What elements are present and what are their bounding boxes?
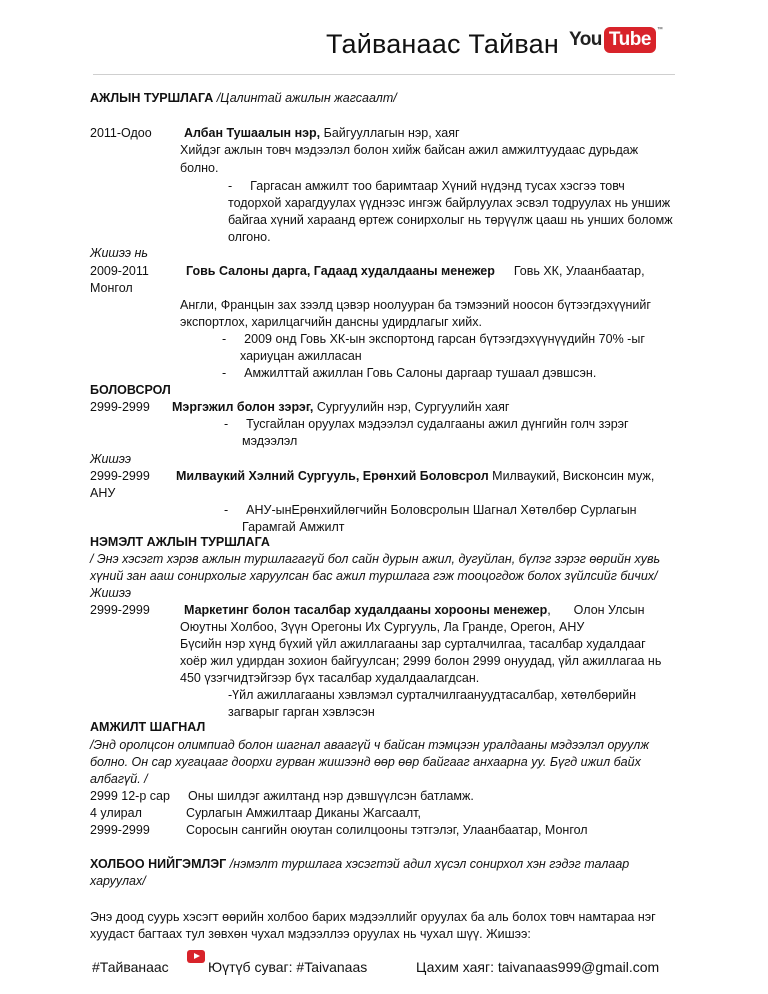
example-label: Жишээ xyxy=(90,586,132,600)
bullet-item: - Гаргасан амжилт тоо баримтаар Хүний нүдэнд тусах хэсгээ товч xyxy=(228,179,625,193)
award-text: Соросын сангийн оюутан солилцооны тэтгэлэг, Улаанбаатар, Монгол xyxy=(186,823,588,837)
entry-desc: Бүсийн нэр хүнд бүхий үйл ажиллагааны зар сурталчилгаа, тасалбар худалдааг xyxy=(180,637,646,651)
section-note: / Энэ хэсэгт хэрэв ажлын туршлагагүй бол сайн дурын ажил, дугуйлан, бүлэг зэрэг өөрийн хувь xyxy=(90,552,661,566)
footer-channel[interactable]: Юүтүб суваг: #Taivanaas xyxy=(208,959,368,975)
section-heading: БОЛОВСРОЛ xyxy=(90,383,171,397)
entry-title-line xyxy=(186,262,645,280)
entry-title-line xyxy=(176,467,654,485)
entry-desc: Англи, Францын зах зээлд цэвэр ноолууран ба тэмээний нооcон бүтээгдэхүүнийг xyxy=(180,298,651,312)
entry-desc: Хийдэг ажлын товч мэдээлэл болон хийж байсан ажил амжилтуудаас дурьдаж xyxy=(180,143,639,157)
entry-org: Говь ХК, Улаанбаатар, xyxy=(513,264,645,278)
section-note: /Цалинтай ажилын жагсаалт/ xyxy=(216,91,397,105)
award-date: 2999 12-р сар xyxy=(90,789,170,803)
footer-hashtag: #Тайванаас xyxy=(92,959,169,975)
award-text: Сурлагын Амжилтаар Диканы Жагсаалт, xyxy=(186,806,421,820)
entry-desc: болно. xyxy=(180,161,219,175)
entry-title: Маркетинг болон тасалбар худалдааны хорооны менежер xyxy=(184,603,548,617)
bullet-continuation: мэдээлэл xyxy=(242,434,298,448)
body-text: Энэ доод суурь хэсэгт өөрийн холбоо барих мэдээллийг оруулах ба аль болох товч намтараа нэг xyxy=(90,910,656,924)
award-date: 2999-2999 xyxy=(90,823,150,837)
example-label: Жишээ xyxy=(90,452,132,466)
entry-country: Монгол xyxy=(90,281,133,295)
section-note: /Энд оролцсон олимпиад болон шагнал аваагүй ч байсан тэмцээн уралдааны мэдээлэл оруулж xyxy=(90,738,649,752)
entry-title: Албан Тушаалын нэр, xyxy=(184,126,321,140)
section-note: харуулах/ xyxy=(90,874,146,888)
community-heading-line xyxy=(90,855,629,873)
entry-desc: экспортлох, харилцагчийн дансны удирдлагыг хийх. xyxy=(180,315,482,329)
header-divider xyxy=(93,74,675,75)
header xyxy=(326,24,663,64)
entry-date: 2009-2011 xyxy=(90,264,149,278)
section-heading: НЭМЭЛТ АЖЛЫН ТУРШЛАГА xyxy=(90,535,270,549)
page-title: Тайванаас Тайван xyxy=(326,28,559,59)
bullet-item: - Тусгайлан оруулах мэдээлэл судалгааны ажил дүнгийн голч зэрэг xyxy=(224,417,629,431)
bullet-continuation: хариуцан ажилласан xyxy=(240,349,362,363)
work-heading-line xyxy=(90,89,397,107)
entry-org: Милваукий, Висконсин муж, xyxy=(488,469,655,483)
entry-org: Олон Улсын xyxy=(573,603,645,617)
entry-desc: хоёр жил удирдан зохион байгуулсан; 2999 болон 2999 онуудад, үйл ажиллагаа нь xyxy=(180,654,662,668)
entry-org: Байгууллагын нэр, хаяг xyxy=(320,126,460,140)
entry-title: Мэргэжил болон зэрэг, xyxy=(172,400,314,414)
award-date: 4 улирал xyxy=(90,806,142,820)
section-heading: ХОЛБОО НИЙГЭМЛЭГ xyxy=(90,857,227,871)
entry-title-line: Маркетинг болон тасалбар худалдааны хорооны менежер, Олон Улсын xyxy=(184,603,645,617)
youtube-logo-icon: You Tube ™ xyxy=(569,27,663,53)
section-note: /нэмэлт туршлага хэсэгтэй адил хүсэл сонирхол хэн гэдэг талаар xyxy=(226,857,630,871)
bullet-item: -Үйл ажиллагааны хэвлэмэл сурталчилгаануудтасалбар, хөтөлбөрийн xyxy=(228,688,637,702)
bullet-continuation: Гарамгай Амжилт xyxy=(242,520,345,534)
entry-title: Милваукий Хэлний Сургууль, Ерөнхий Боловсрол xyxy=(176,469,489,483)
bullet-item: - АНУ-ынЕрөнхийлөгчийн Боловсролын Шагнал Хөтөлбөр Сурлагын xyxy=(224,503,637,517)
entry-date: 2011-Одоо xyxy=(90,126,152,140)
footer-email[interactable]: Цахим хаяг: taivanaas999@gmail.com xyxy=(416,959,660,975)
entry-date: 2999-2999 xyxy=(90,469,150,483)
award-text: Оны шилдэг ажилтанд нэр дэвшүүлсэн батламж. xyxy=(188,789,474,803)
section-note: болно. Он сар хугацааг доорхи гурван жишээнд өөр өөр байгааг анхаарна уу. Бүгд ижил байх xyxy=(90,755,641,769)
section-note: хүний зан ааш сонирхолыг харуулсан бас ажил туршлага гэж тооцогдож болох зүйлсийг бичих/ xyxy=(90,569,658,583)
section-heading: АЖЛЫН ТУРШЛАГА xyxy=(90,91,214,105)
entry-title-line xyxy=(172,398,509,416)
entry-country: АНУ xyxy=(90,486,116,500)
body-text: хуудаст багтаах тул зөвхөн чухал мэдээллээ оруулах нь чухал шүү. Жишээ: xyxy=(90,927,531,941)
entry-title-line xyxy=(184,124,460,142)
bullet-continuation: загварыг гарган хэвлэсэн xyxy=(228,705,375,719)
bullet-item: - Амжилттай ажиллан Говь Салоны даргаар тушаал дэвшсэн. xyxy=(222,366,597,380)
bullet-continuation: байгаа хүний хараанд өртеж сонирхолыг нь төрүүлж цааш нь унших боломж xyxy=(228,213,673,227)
section-heading: АМЖИЛТ ШАГНАЛ xyxy=(90,720,206,734)
entry-org: Оюутны Холбоо, Зүүн Орегоны Их Сургууль, Ла Гранде, Орегон, АНУ xyxy=(180,620,585,634)
entry-desc: 450 үзэгчидтэйгээр бүх тасалбар худалдаалагдсан. xyxy=(180,671,480,685)
section-note: албагүй. / xyxy=(90,772,148,786)
entry-date: 2999-2999 xyxy=(90,400,150,414)
entry-date: 2999-2999 xyxy=(90,603,150,617)
example-label: Жишээ нь xyxy=(90,246,149,260)
youtube-icon xyxy=(187,950,205,963)
entry-org: Сургуулийн нэр, Сургуулийн хаяг xyxy=(313,400,510,414)
bullet-item: - 2009 онд Говь ХК-ын экспортонд гарсан бүтээгдэхүүнүүдийн 70% -ыг xyxy=(222,332,645,346)
entry-title: Говь Салоны дарга, Гадаад худалдааны менежер xyxy=(186,264,495,278)
bullet-continuation: тодорхой харагдуулах үүднээс ингэж байрлуулах эсвэл тодруулах нь уншиж xyxy=(228,196,671,210)
bullet-continuation: олгоно. xyxy=(228,230,271,244)
